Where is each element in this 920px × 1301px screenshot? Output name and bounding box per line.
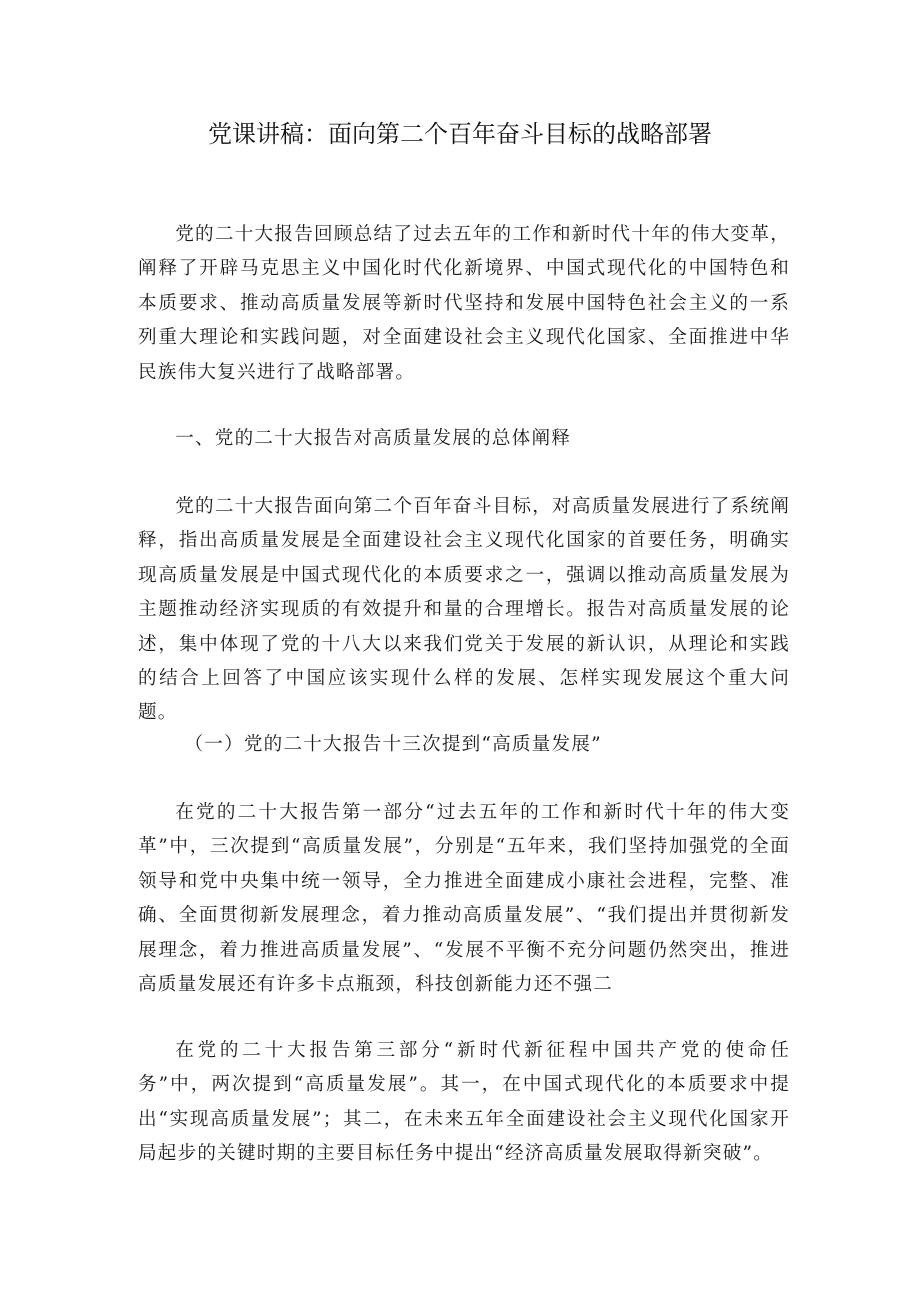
paragraph-part-one: 在党的二十大报告第一部分“过去五年的工作和新时代十年的伟大变革”中，三次提到“高质量发展”，分别是“五年来，我们坚持加强党的全面领导和党中央集中统一领导，全力推进全面建成小康社会进程，完整、准确、全面贯彻新发展理念，着力推动高质量发展”、“我们提出并贯彻新发展理念，着力推进高质量发展”、“发展不平衡不充分问题仍然突出，推进高质量发展还有许多卡点瓶颈，科技创新能力还不强二 <box>138 802 790 996</box>
section-heading-1: 一、党的二十大报告对高质量发展的总体阐释 <box>175 428 572 449</box>
subsection-heading-1: （一）党的二十大报告十三次提到“高质量发展” <box>184 734 602 755</box>
document-title: 党课讲稿：面向第二个百年奋斗目标的战略部署 <box>208 120 712 148</box>
paragraph-part-three: 在党的二十大报告第三部分“新时代新征程中国共产党的使命任务”中，两次提到“高质量发展”。其一，在中国式现代化的本质要求中提出“实现高质量发展”；其二，在未来五年全面建设社会主义现代化国家开局起步的关键时期的主要目标任务中提出“经济高质量发展取得新突破”。 <box>138 1040 790 1165</box>
paragraph-intro: 党的二十大报告回顾总结了过去五年的工作和新时代十年的伟大变革，阐释了开辟马克思主义中国化时代化新境界、中国式现代化的中国特色和本质要求、推动高质量发展等新时代坚持和发展中国特色社会主义的一系列重大理论和实践问题，对全面建设社会主义现代化国家、全面推进中华民族伟大复兴进行了战略部署。 <box>138 224 790 383</box>
paragraph-overview: 党的二十大报告面向第二个百年奋斗目标，对高质量发展进行了系统阐释，指出高质量发展是全面建设社会主义现代化国家的首要任务，明确实现高质量发展是中国式现代化的本质要求之一，强调以推动高质量发展为主题推动经济实现质的有效提升和量的合理增长。报告对高质量发展的论述，集中体现了党的十八大以来我们党关于发展的新认识，从理论和实践的结合上回答了中国应该实现什么样的发展、怎样实现发展这个重大问题。 <box>138 496 790 724</box>
